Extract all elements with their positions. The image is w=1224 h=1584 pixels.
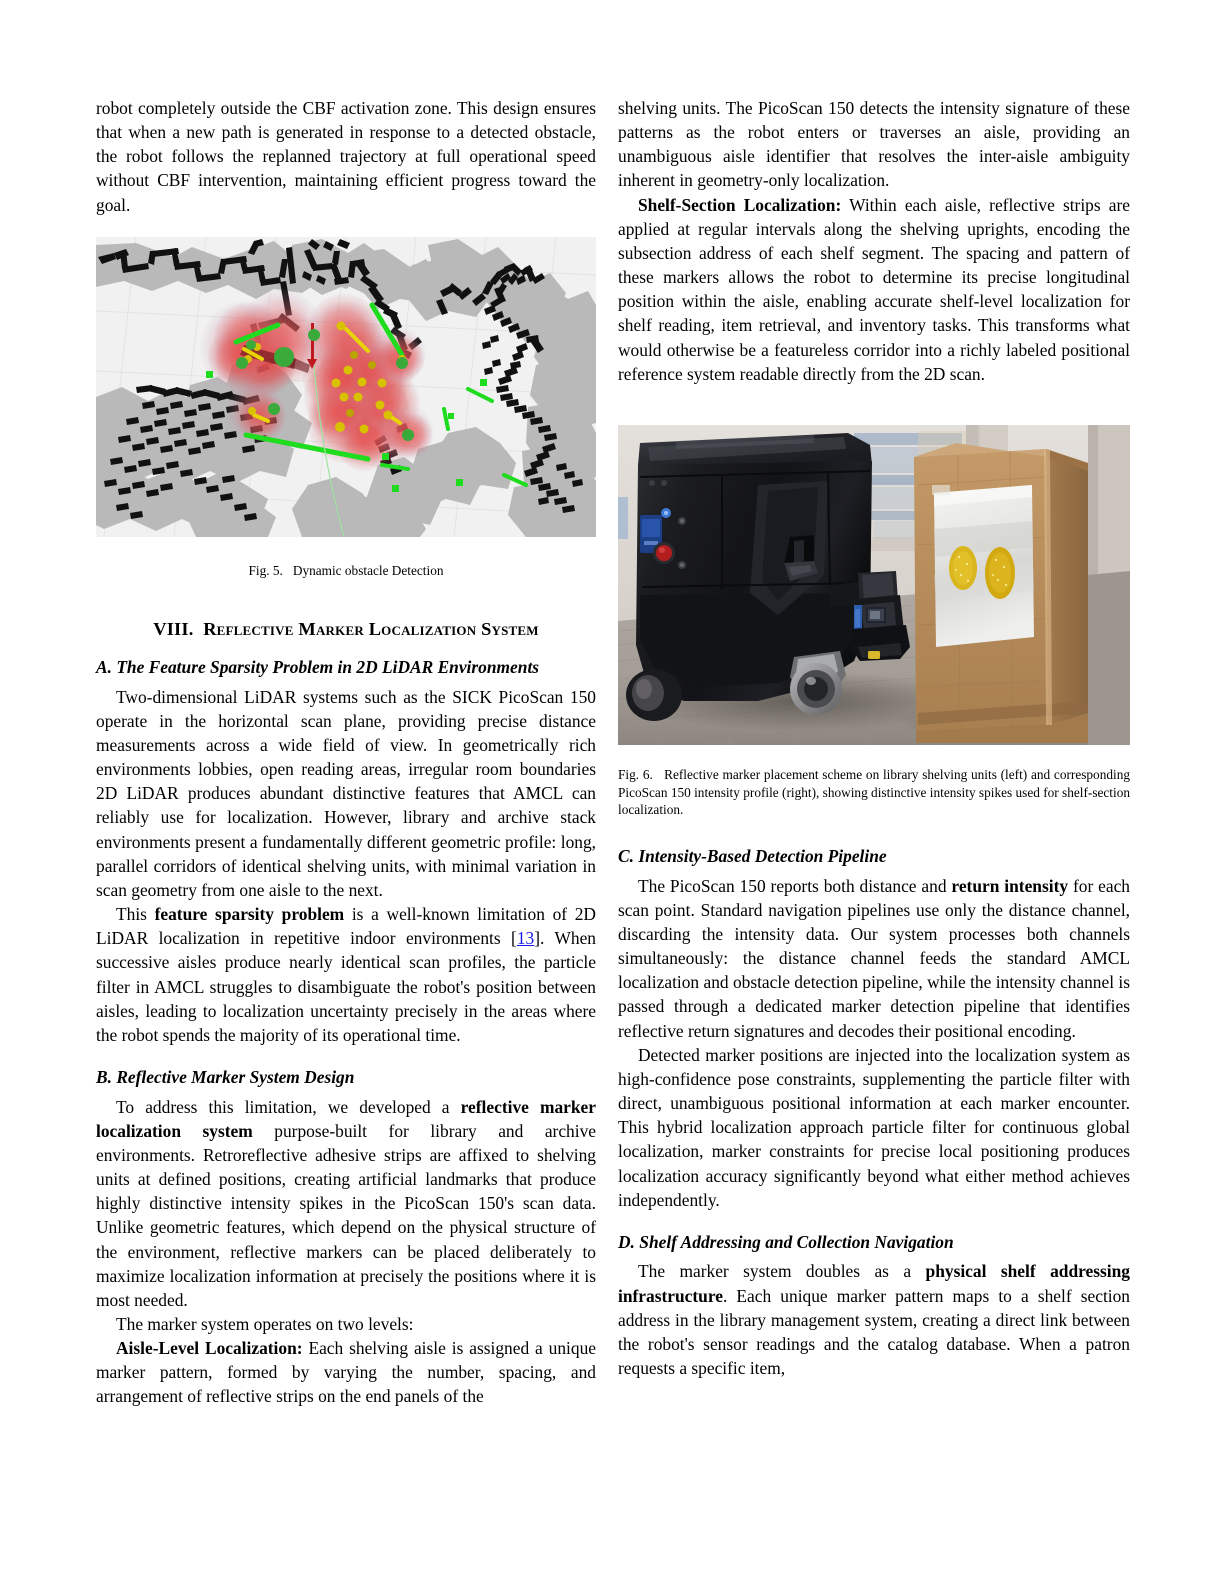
reflective-marker-sheet: [932, 485, 1034, 647]
subsection-a-title: The Feature Sparsity Problem in 2D LiDAR Environments: [116, 657, 540, 677]
paragraph-two-levels: The marker system operates on two levels:: [116, 1314, 414, 1334]
robot-marker-photo: [618, 425, 1130, 745]
paragraph-shelf-addressing: [618, 1259, 1130, 1380]
right-column-lower: [618, 845, 1130, 1380]
figure-5-caption-text: Dynamic obstacle Detection: [292, 563, 444, 578]
subsection-c-label: C.: [618, 846, 634, 866]
paragraph-feature-sparsity-citation: [96, 902, 596, 1047]
addressing-lead: The marker system doubles as a: [638, 1261, 926, 1282]
section-title: Reflective Marker Localization System: [203, 619, 539, 639]
subsection-b-title: Reflective Marker System Design: [116, 1066, 355, 1087]
design-tail: purpose-built for library and archive environments. Retroreflective adhesive strips are affixed to shelving units at defined positions, creating artificial landmarks that produce highly distinctive intensity spikes in the PicoScan 150's scan data. Unlike geometric features, which depend on the physical structure of the environment, reflective markers can be placed deliberately to maximize localization information at precisely the positions where it is most needed.: [96, 1120, 596, 1310]
aisle-level-bold-lead: Aisle-Level Localization:: [116, 1338, 303, 1359]
paragraph-cbf-activation: robot completely outside the CBF activation zone. This design ensures that when a new path is generated in response to a detected obstacle, the robot follows the replanned trajectory at full operational speed without CBF intervention, maintaining efficient progress toward the goal.: [96, 98, 596, 215]
section-numeral: VIII.: [153, 619, 194, 639]
paragraph-aisle-level-localization: [96, 1336, 596, 1408]
figure-6-caption-text: Reflective marker placement scheme on library shelving units (left) and corresponding PicoScan 150 intensity profile (right), showing distinctive intensity spikes used for shelf-section localization.: [618, 767, 1130, 817]
figure-6-label: Fig. 6.: [618, 767, 653, 782]
intensity-bold-phrase: return intensity: [951, 875, 1069, 896]
subsection-heading-c: [618, 845, 1130, 868]
paragraph-shelving-units-continued: shelving units. The PicoScan 150 detects the intensity signature of these patterns as the robot enters or traverses an aisle, providing an unambiguous aisle identifier that resolves the inter-aisle ambiguity inherent in geometry-only localization.: [618, 98, 1130, 191]
aisle-level-tail: Each shelving aisle is assigned a unique marker pattern, formed by varying the number, spacing, and arrangement of reflective strips on the end panels of the: [96, 1338, 597, 1407]
left-column-lower: [96, 592, 596, 1409]
emergency-stop-button: [656, 545, 672, 561]
sparsity-bold-phrase: feature sparsity problem: [154, 904, 345, 925]
subsection-heading-a: [96, 656, 596, 679]
figure-6-caption: [618, 766, 1130, 819]
figure-6-caption-block: [618, 757, 1130, 819]
figure-5-caption: [96, 562, 596, 580]
subsection-d-title: Shelf Addressing and Collection Navigation: [639, 1231, 954, 1252]
paragraph-shelf-section-localization: [618, 193, 1130, 386]
paragraph-marker-system-design: [96, 1095, 596, 1312]
intensity-tail: for each scan point. Standard navigation pipelines use only the distance channel, discarding the intensity data. Our system processes both channels simultaneously: the distance channel feeds the standard AMCL localization and obstacle detection pipeline, while the intensity channel is passed through a dedicated marker detection pipeline that identifies reflective return signatures and decodes their positional encoding.: [618, 875, 1130, 1041]
figure-6-image: [618, 425, 1130, 745]
subsection-heading-d: [618, 1231, 1130, 1254]
subsection-c-title: Intensity-Based Detection Pipeline: [638, 846, 887, 866]
figure-5-caption-block: [96, 553, 596, 580]
subsection-d-label: D.: [618, 1231, 635, 1252]
subsection-heading-b: [96, 1066, 596, 1089]
sparsity-middle: is a well-known limitation of 2D LiDAR localization in repetitive indoor environments [: [96, 904, 596, 949]
sparsity-lead: This: [116, 904, 155, 925]
design-bold-phrase: reflective marker localization system: [96, 1096, 596, 1141]
subsection-b-label: B.: [96, 1066, 112, 1087]
intensity-lead: The PicoScan 150 reports both distance and: [638, 875, 952, 896]
shelf-section-bold-lead: Shelf-Section Localization:: [638, 194, 842, 215]
paragraph-feature-sparsity-intro: Two-dimensional LiDAR systems such as the SICK PicoScan 150 operate in the horizontal scan plane, providing precise distance measurements across a wide field of view. In geometrically rich environments lobbies, open reading areas, irregular room boundaries 2D LiDAR produces abundant distinctive features that AMCL can reliably use for localization. However, library and archive stack environments present a fundamentally different geometric profile: long, parallel corridors of identical shelving units, with minimal variation in scan geometry from one aisle to the next.: [96, 686, 596, 900]
section-heading-viii: [96, 618, 596, 641]
addressing-bold-phrase: physical shelf addressing infrastructure: [618, 1261, 1130, 1306]
citation-link-13[interactable]: 13: [516, 928, 535, 949]
figure-5-label: Fig. 5.: [248, 563, 283, 578]
paragraph-intensity-pipeline: [618, 874, 1130, 1043]
sparsity-tail: ]. When successive aisles produce nearly identical scan profiles, the particle filter in AMCL struggles to disambiguate the robot's position between aisles, leading to localization uncertainty precisely in the areas where the robot spends the majority of its operational time.: [96, 928, 596, 1045]
left-column-top: [96, 96, 596, 217]
addressing-tail: . Each unique marker pattern maps to a shelf section address in the library management system, creating a direct link between the robot's sensor readings and the catalog database. When a patron requests a specific item,: [618, 1285, 1130, 1379]
paragraph-detected-marker-positions: Detected marker positions are injected into the localization system as high-confidence pose constraints, supplementing the particle filter with direct, unambiguous positional information at each marker encounter. This hybrid localization approach particle filter for continuous global localization, marker constraints for precise local positioning produces localization accuracy significantly beyond what either method achieves independently.: [618, 1044, 1130, 1210]
design-lead: To address this limitation, we developed a: [116, 1096, 461, 1117]
subsection-a-label: A.: [96, 657, 112, 677]
figure-5-image: [96, 237, 596, 537]
shelf-section-tail: Within each aisle, reflective strips are applied at regular intervals along the shelving uprights, encoding the subsection address of each shelf segment. The spacing and pattern of these markers allows the robot to determine its precise longitudinal position within the aisle, enabling accurate shelf-level localization for shelf reading, item retrieval, and inventory tasks. This transforms what would otherwise be a featureless corridor into a richly labeled positional reference system readable directly from the 2D scan.: [618, 194, 1130, 384]
right-column-top: [618, 96, 1130, 386]
costmap-visualization: [96, 237, 596, 537]
